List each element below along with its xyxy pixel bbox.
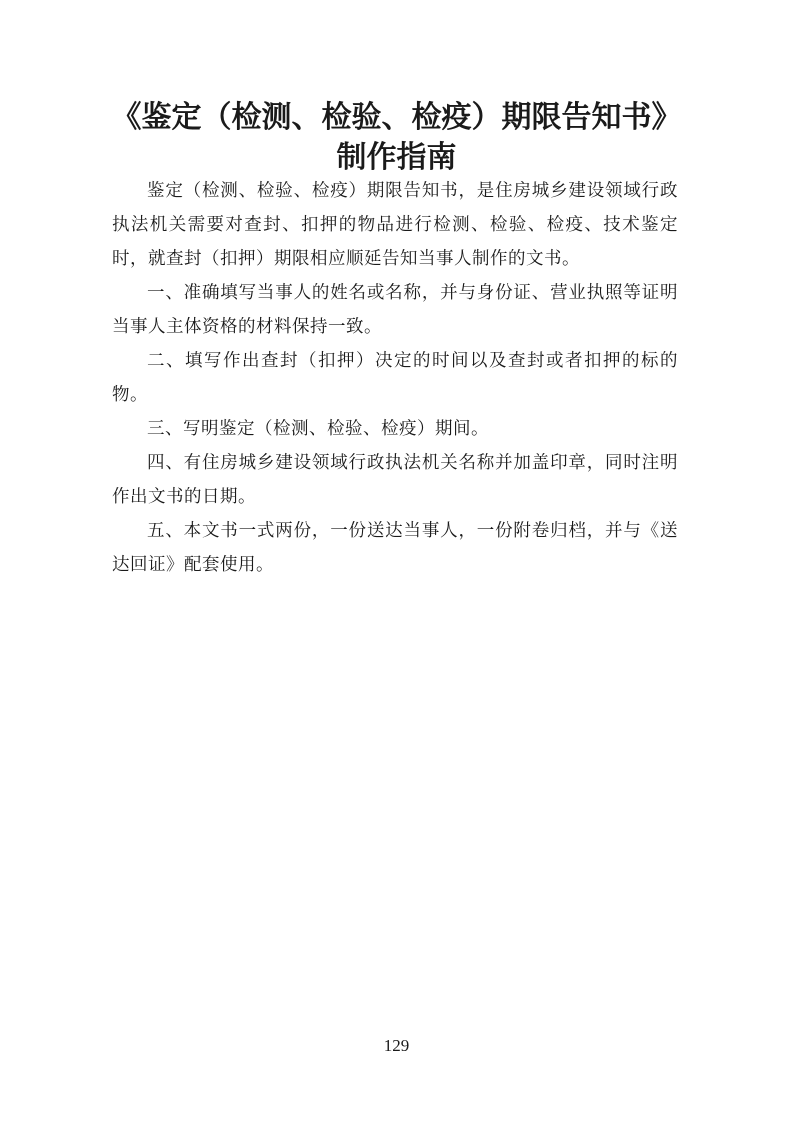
- page-number: 129: [383, 1036, 410, 1055]
- document-body: [112, 174, 678, 582]
- document-subtitle: 制作指南: [336, 140, 457, 175]
- document-title: 《鉴定（检测、检验、检疫）期限告知书》: [111, 100, 682, 135]
- paragraph-intro: 鉴定（检测、检验、检疫）期限告知书，是住房城乡建设领域行政执法机关需要对查封、扣押的物品进行检测、检验、检疫、技术鉴定时，就查封（扣押）期限相应顺延告知当事人制作的文书。: [112, 181, 678, 269]
- paragraph-item-5: 五、本文书一式两份，一份送达当事人，一份附卷归档，并与《送达回证》配套使用。: [112, 521, 678, 575]
- paragraph-item-4: 四、有住房城乡建设领域行政执法机关名称并加盖印章，同时注明作出文书的日期。: [112, 453, 678, 507]
- paragraph-item-1: 一、准确填写当事人的姓名或名称，并与身份证、营业执照等证明当事人主体资格的材料保持一致。: [112, 283, 678, 337]
- paragraph-item-2: 二、填写作出查封（扣押）决定的时间以及查封或者扣押的标的物。: [112, 351, 678, 405]
- paragraph-item-3: 三、写明鉴定（检测、检验、检疫）期间。: [147, 419, 489, 439]
